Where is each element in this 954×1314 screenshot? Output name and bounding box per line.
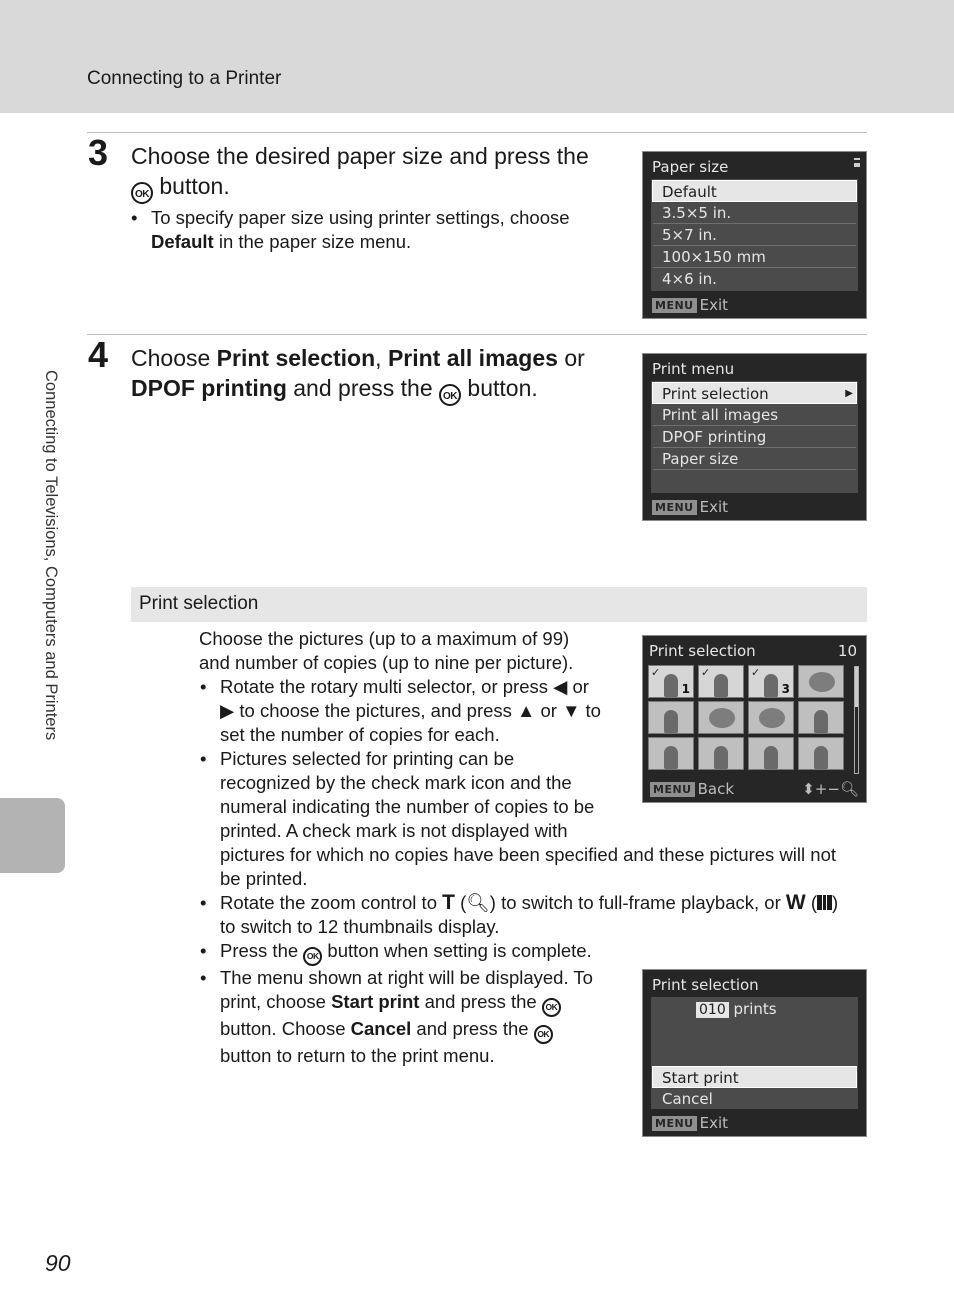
step-title-text: Choose the desired paper size and press the xyxy=(131,143,589,169)
screen-footer xyxy=(652,1114,728,1132)
thumbnail[interactable] xyxy=(648,665,694,698)
menu-button-icon: MENU xyxy=(652,1116,697,1131)
menu-item-5x7[interactable]: 5×7 in. xyxy=(653,224,856,246)
thumbnail[interactable] xyxy=(748,737,794,770)
menu-item-paper-size[interactable]: Paper size xyxy=(653,448,856,470)
menu-item-100x150[interactable]: 100×150 mm xyxy=(653,246,856,268)
bullet-item xyxy=(200,939,870,966)
selected-count: 10 xyxy=(837,642,857,660)
person-photo-icon xyxy=(664,710,678,734)
zoom-t-label: T xyxy=(442,891,455,914)
bullet-text: or xyxy=(535,700,563,721)
bullet-text: to switch to 12 thumbnails display. xyxy=(220,916,500,937)
person-photo-icon xyxy=(664,674,678,698)
page-number: 90 xyxy=(45,1250,71,1276)
menu-item-cancel[interactable]: Cancel xyxy=(662,1090,713,1108)
menu-button-icon: MENU xyxy=(652,500,697,515)
print-menu-screen xyxy=(642,353,867,521)
bullet-text: ( xyxy=(454,892,467,913)
step-title-text: , xyxy=(375,345,388,371)
step-title-text: or xyxy=(557,345,585,371)
bullet-text: be printed. xyxy=(220,868,308,889)
prints-label: prints xyxy=(733,1000,777,1018)
screen-title: Paper size xyxy=(652,158,729,176)
person-photo-icon xyxy=(814,746,828,770)
copies-count: 3 xyxy=(781,682,790,696)
bold-term: Print selection xyxy=(216,345,376,371)
bullet-text: to xyxy=(580,700,601,721)
bullet-text: in the paper size menu. xyxy=(213,231,412,252)
confirm-panel xyxy=(651,997,858,1109)
footer-label: Exit xyxy=(699,498,729,516)
thumbnail[interactable] xyxy=(648,737,694,770)
bullet-text: set the number of copies for each. xyxy=(220,724,500,745)
header-band xyxy=(0,0,954,113)
bullet-text: printed. A check mark is not displayed with xyxy=(220,820,568,841)
plus-icon: + xyxy=(814,780,828,798)
bullet-text: Rotate the zoom control to xyxy=(220,892,443,913)
header-title: Connecting to a Printer xyxy=(87,68,282,89)
arrow-right-icon: ▶ xyxy=(220,700,235,721)
intro-text xyxy=(199,627,619,675)
check-mark-icon: ✓ xyxy=(701,666,711,679)
thumbnail[interactable] xyxy=(798,737,844,770)
step-title-text: button. xyxy=(461,375,538,401)
flower-photo-icon xyxy=(709,708,735,728)
arrow-right-icon: ▶ xyxy=(845,388,853,399)
sidebar-chapter-label: Connecting to Televisions, Computers and Printers xyxy=(42,370,60,741)
bullet-text: To specify paper size using printer settings, choose xyxy=(151,207,570,228)
person-photo-icon xyxy=(714,746,728,770)
menu-item-label: Print selection xyxy=(662,385,769,403)
bullet-text: ) to switch to full-frame playback, or xyxy=(489,892,786,913)
bullet-list xyxy=(131,206,601,254)
magnify-icon: 🔍︎ xyxy=(839,780,859,798)
paper-size-screen xyxy=(642,151,867,319)
bullet-item xyxy=(200,891,870,939)
bold-term: Default xyxy=(151,231,214,252)
bullet-text: button when setting is complete. xyxy=(322,940,592,961)
thumbnail[interactable] xyxy=(798,701,844,734)
arrow-down-icon: ▼ xyxy=(562,700,581,721)
step-number: 3 xyxy=(88,132,109,173)
person-photo-icon xyxy=(664,746,678,770)
bullet-text: recognized by the check mark icon and the xyxy=(220,772,572,793)
menu-button-icon: MENU xyxy=(650,782,695,797)
print-confirm-screen xyxy=(642,969,867,1137)
up-down-icon: ⬍ xyxy=(802,780,815,798)
bullet-text: Press the xyxy=(220,940,304,961)
copies-control-hint xyxy=(802,780,859,798)
thumbnail[interactable] xyxy=(748,665,794,698)
menu-item-dpof-printing[interactable]: DPOF printing xyxy=(653,426,856,448)
magnify-icon: 🔍︎ xyxy=(466,892,490,913)
arrow-up-icon: ▲ xyxy=(517,700,536,721)
bullet-text: button. Choose xyxy=(220,1018,351,1039)
step-title-text: and press the xyxy=(286,375,440,401)
bold-term: Print all images xyxy=(387,345,558,371)
screen-footer xyxy=(650,780,734,798)
person-photo-icon xyxy=(764,746,778,770)
scrollbar-thumb[interactable] xyxy=(855,667,858,707)
bold-term: Cancel xyxy=(350,1018,412,1039)
ok-button-icon: OK xyxy=(303,947,322,966)
prints-value[interactable]: 010 xyxy=(696,1002,729,1018)
menu-button-icon: MENU xyxy=(652,298,697,313)
bullet-text: to choose the pictures, and press xyxy=(234,700,518,721)
arrow-left-icon: ◀ xyxy=(553,676,568,697)
screen-footer xyxy=(652,498,728,516)
ok-button-icon: OK xyxy=(439,384,461,406)
thumbnail[interactable] xyxy=(748,701,794,734)
thumbnail[interactable] xyxy=(648,701,694,734)
bullet-text: print, choose xyxy=(220,991,332,1012)
bullet-text: numeral indicating the number of copies to be xyxy=(220,796,595,817)
zoom-w-label: W xyxy=(785,891,806,914)
intro-line: Choose the pictures (up to a maximum of 99) xyxy=(199,628,570,649)
screen-title: Print menu xyxy=(652,360,735,378)
step-number: 4 xyxy=(88,334,109,375)
thumbnail-grid xyxy=(648,665,854,775)
step-title xyxy=(131,343,621,406)
prints-row xyxy=(696,1000,777,1018)
menu-item-default[interactable]: Default xyxy=(652,180,857,202)
person-photo-icon xyxy=(764,674,778,698)
person-photo-icon xyxy=(714,674,728,698)
person-photo-icon xyxy=(814,710,828,734)
thumbnail[interactable] xyxy=(798,665,844,698)
thumbnail-grid-icon xyxy=(817,895,832,910)
menu-list xyxy=(651,1065,858,1110)
divider xyxy=(87,132,867,133)
ok-button-icon: OK xyxy=(542,998,561,1017)
menu-item-start-print[interactable]: Start print xyxy=(652,1066,857,1088)
footer-label: Exit xyxy=(699,296,729,314)
flower-photo-icon xyxy=(809,672,835,692)
scrollbar-icon xyxy=(854,158,860,167)
bullet-item xyxy=(131,206,601,254)
bullet-text: or xyxy=(567,676,589,697)
step-title xyxy=(131,141,611,204)
menu-item-print-selection[interactable] xyxy=(652,382,857,404)
bullet-text: Rotate the rotary multi selector, or press xyxy=(220,676,554,697)
flower-photo-icon xyxy=(759,708,785,728)
bullet-text: button to return to the print menu. xyxy=(220,1045,495,1066)
chapter-tab xyxy=(0,798,65,873)
bullet-text: The menu shown at right will be displayed. To xyxy=(220,967,593,988)
scrollbar[interactable] xyxy=(854,666,859,774)
bullet-text: Pictures selected for printing can be xyxy=(220,748,515,769)
bullet-text: ) xyxy=(832,892,839,913)
ok-button-icon: OK xyxy=(534,1025,553,1044)
step-title-text: Choose xyxy=(131,345,217,371)
ok-button-icon: OK xyxy=(131,182,153,204)
screen-footer xyxy=(652,296,728,314)
bullet-text: and press the xyxy=(419,991,542,1012)
screen-title: Print selection xyxy=(649,642,756,660)
menu-item-4x6[interactable]: 4×6 in. xyxy=(662,270,717,288)
section-title: Print selection xyxy=(139,593,259,614)
intro-line: and number of copies (up to nine per picture). xyxy=(199,652,574,673)
check-mark-icon: ✓ xyxy=(751,666,761,679)
bold-term: DPOF printing xyxy=(131,375,287,401)
bullet-text: pictures for which no copies have been specified and these pictures will not xyxy=(220,844,836,865)
screen-title: Print selection xyxy=(652,976,759,994)
thumbnail[interactable] xyxy=(698,665,744,698)
menu-list xyxy=(651,179,858,291)
divider xyxy=(87,334,867,335)
check-mark-icon: ✓ xyxy=(651,666,661,679)
menu-list xyxy=(651,381,858,493)
menu-item-3-5x5[interactable]: 3.5×5 in. xyxy=(653,202,856,224)
footer-label: Back xyxy=(697,780,735,798)
bullet-text: ( xyxy=(805,892,818,913)
footer-label: Exit xyxy=(699,1114,729,1132)
menu-item-print-all-images[interactable]: Print all images xyxy=(653,404,856,426)
bullet-text: and press the xyxy=(411,1018,534,1039)
print-selection-thumbnail-screen xyxy=(642,635,867,803)
thumbnail[interactable] xyxy=(698,737,744,770)
step-title-text: button. xyxy=(153,173,230,199)
thumbnail[interactable] xyxy=(698,701,744,734)
minus-icon: − xyxy=(827,780,840,798)
copies-count: 1 xyxy=(681,682,690,696)
bold-term: Start print xyxy=(331,991,420,1012)
